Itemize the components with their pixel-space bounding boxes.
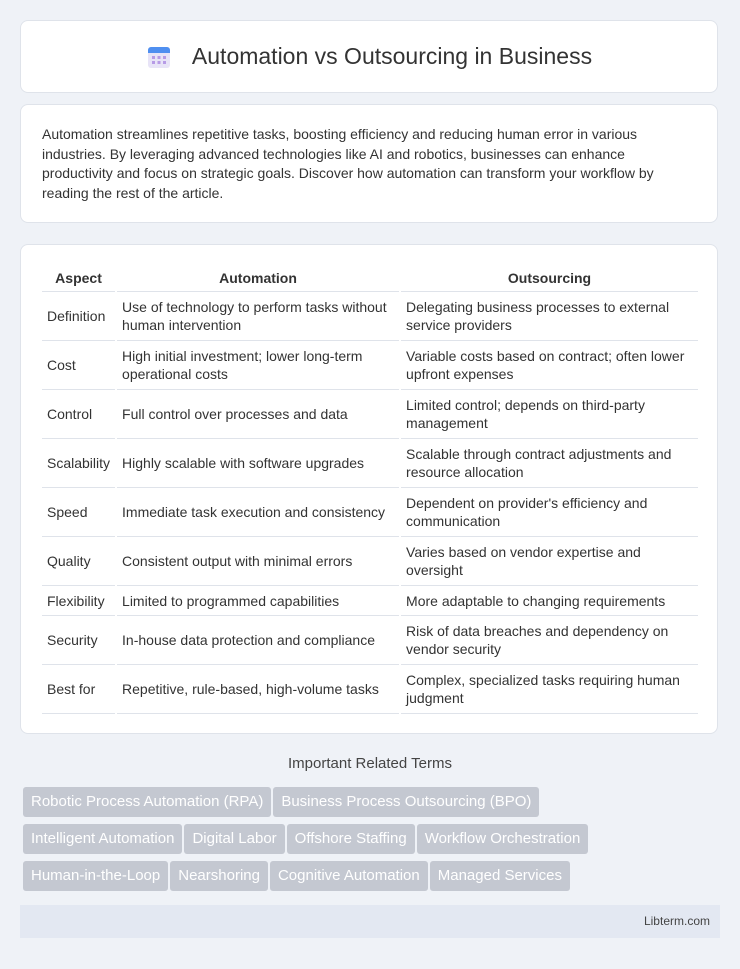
automation-cell: Use of technology to perform tasks without human intervention xyxy=(117,292,399,341)
automation-cell: Immediate task execution and consistency xyxy=(117,488,399,537)
aspect-cell: Scalability xyxy=(42,439,115,488)
footer-site-link[interactable]: Libterm.com xyxy=(643,914,710,928)
aspect-cell: Control xyxy=(42,390,115,439)
aspect-cell: Quality xyxy=(42,537,115,586)
related-term-tag[interactable]: Cognitive Automation xyxy=(270,861,428,891)
automation-cell: Limited to programmed capabilities xyxy=(117,586,399,616)
intro-text: Automation streamlines repetitive tasks, boosting efficiency and reducing human error in various industries. By leveraging advanced technologies like AI and robotics, businesses can enhance productivity and focus on strategic goals. Discover how automation can transform your workflow by reading the rest of the article. xyxy=(42,126,654,201)
automation-cell: High initial investment; lower long-term operational costs xyxy=(117,341,399,390)
related-term-tag[interactable]: Nearshoring xyxy=(170,861,268,891)
table-row xyxy=(42,537,698,586)
outsourcing-cell: Varies based on vendor expertise and oversight xyxy=(401,537,698,586)
header-outsourcing: Outsourcing xyxy=(401,265,698,292)
related-term-tag[interactable]: Workflow Orchestration xyxy=(417,824,589,854)
automation-cell: Repetitive, rule-based, high-volume tasks xyxy=(117,665,399,714)
outsourcing-cell: Risk of data breaches and dependency on vendor security xyxy=(401,616,698,665)
table-row xyxy=(42,439,698,488)
header-aspect: Aspect xyxy=(42,265,115,292)
outsourcing-cell: Dependent on provider's efficiency and communication xyxy=(401,488,698,537)
related-term-tag[interactable]: Robotic Process Automation (RPA) xyxy=(23,787,271,817)
related-terms-list xyxy=(23,787,723,898)
aspect-cell: Speed xyxy=(42,488,115,537)
aspect-cell: Flexibility xyxy=(42,586,115,616)
aspect-cell: Security xyxy=(42,616,115,665)
table-row xyxy=(42,390,698,439)
outsourcing-cell: Variable costs based on contract; often lower upfront expenses xyxy=(401,341,698,390)
page-title: Automation vs Outsourcing in Business xyxy=(191,43,593,69)
related-term-tag[interactable]: Business Process Outsourcing (BPO) xyxy=(273,787,539,817)
outsourcing-cell: Delegating business processes to external service providers xyxy=(401,292,698,341)
automation-cell: In-house data protection and compliance xyxy=(117,616,399,665)
intro-card xyxy=(20,104,718,223)
related-term-tag[interactable]: Intelligent Automation xyxy=(23,824,182,854)
automation-cell: Full control over processes and data xyxy=(117,390,399,439)
calendar-icon xyxy=(146,44,172,70)
outsourcing-cell: Limited control; depends on third-party management xyxy=(401,390,698,439)
related-term-tag[interactable]: Offshore Staffing xyxy=(287,824,415,854)
outsourcing-cell: More adaptable to changing requirements xyxy=(401,586,698,616)
table-row xyxy=(42,292,698,341)
table-row xyxy=(42,665,698,714)
outsourcing-cell: Scalable through contract adjustments and resource allocation xyxy=(401,439,698,488)
aspect-cell: Cost xyxy=(42,341,115,390)
header-automation: Automation xyxy=(117,265,399,292)
outsourcing-cell: Complex, specialized tasks requiring human judgment xyxy=(401,665,698,714)
aspect-cell: Definition xyxy=(42,292,115,341)
related-term-tag[interactable]: Human-in-the-Loop xyxy=(23,861,168,891)
footer xyxy=(20,905,720,938)
aspect-cell: Best for xyxy=(42,665,115,714)
table-row xyxy=(42,488,698,537)
automation-cell: Consistent output with minimal errors xyxy=(117,537,399,586)
related-terms-title: Important Related Terms xyxy=(288,755,452,772)
automation-cell: Highly scalable with software upgrades xyxy=(117,439,399,488)
related-term-tag[interactable]: Managed Services xyxy=(430,861,570,891)
table-row xyxy=(42,586,698,616)
comparison-card xyxy=(20,244,718,734)
table-row xyxy=(42,616,698,665)
related-term-tag[interactable]: Digital Labor xyxy=(184,824,284,854)
header-card xyxy=(20,20,718,93)
comparison-table xyxy=(40,265,700,714)
table-row xyxy=(42,341,698,390)
